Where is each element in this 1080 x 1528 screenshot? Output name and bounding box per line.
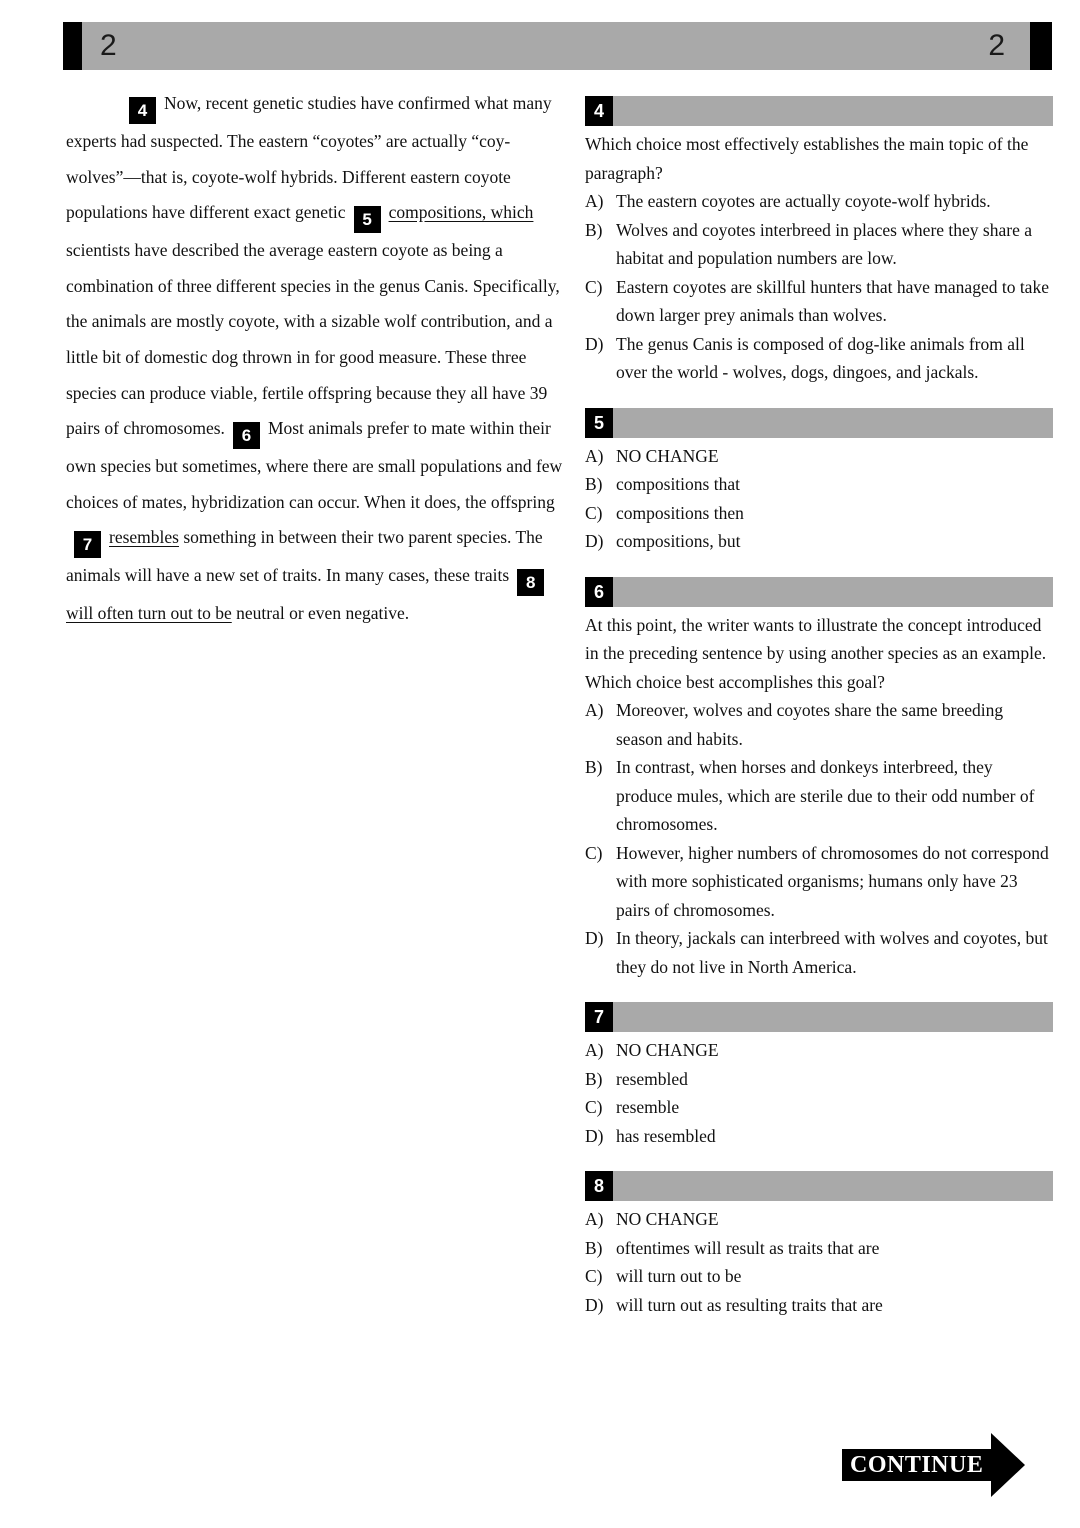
question-4-choice-B[interactable] [585, 216, 1053, 273]
question-7 [585, 1002, 1053, 1150]
question-number-box: 5 [585, 408, 613, 438]
choice-text: The eastern coyotes are actually coyote-wolf hybrids. [616, 191, 991, 211]
question-number-box: 7 [585, 1002, 613, 1032]
question-4-choice-D[interactable] [585, 330, 1053, 387]
choice-letter: D) [585, 531, 604, 551]
choice-text: compositions, but [616, 531, 741, 551]
passage-marker-4: 4 [129, 97, 156, 124]
question-5-choice-C[interactable] [585, 499, 1053, 528]
choice-text: The genus Canis is composed of dog-like animals from all over the world - wolves, dogs, dingoes, and jackals. [616, 333, 1025, 382]
question-8 [585, 1171, 1053, 1319]
answer-choices [585, 696, 1053, 981]
question-6 [585, 577, 1053, 982]
passage-text: Most animals prefer to mate within their own species but sometimes, where there are small populations and few choices of mates, hybridization can occur. When it does, the offspring [66, 418, 563, 512]
question-header-bar [585, 1002, 1053, 1032]
choice-letter: C) [585, 276, 603, 297]
question-header-bar [585, 577, 1053, 607]
choice-text: Moreover, wolves and coyotes share the same breeding season and habits. [616, 700, 1004, 749]
answer-choices [585, 442, 1053, 556]
question-4-choice-A[interactable] [585, 187, 1053, 216]
choice-text: Eastern coyotes are skillful hunters that have managed to take down larger prey animals than wolves. [616, 276, 1049, 325]
question-number-box: 4 [585, 96, 613, 126]
choice-letter: B) [585, 219, 603, 240]
underlined-phrase: will often turn out to be [66, 603, 232, 624]
choice-letter: D) [585, 1125, 604, 1146]
continue-button[interactable] [842, 1433, 1025, 1497]
question-6-choice-D[interactable] [585, 924, 1053, 981]
choice-text: compositions then [616, 502, 744, 523]
question-8-choice-C[interactable] [585, 1262, 1053, 1291]
choice-text: will turn out as resulting traits that are [616, 1294, 883, 1315]
questions-column [585, 96, 1053, 1340]
choice-text: Wolves and coyotes interbreed in places where they share a habitat and population numbers are low. [616, 219, 1032, 268]
question-7-choice-A[interactable] [585, 1036, 1053, 1065]
underlined-phrase: compositions, which [388, 202, 534, 223]
question-7-choice-B[interactable] [585, 1065, 1053, 1094]
question-8-choice-A[interactable] [585, 1205, 1053, 1234]
choice-letter: D) [585, 928, 604, 948]
choice-text: will turn out to be [616, 1266, 742, 1286]
choice-text: oftentimes will result as traits that are [616, 1237, 880, 1258]
passage-marker-7: 7 [74, 531, 101, 558]
passage-marker-6: 6 [233, 422, 260, 449]
continue-arrow-icon [991, 1433, 1025, 1497]
choice-letter: B) [585, 1237, 603, 1258]
question-prompt: At this point, the writer wants to illustrate the concept introduced in the preceding sentence by using another species as an example. Which choice best accomplishes this goal? [585, 614, 1047, 692]
answer-choices [585, 1205, 1053, 1319]
choice-letter: A) [585, 191, 604, 211]
choice-letter: D) [585, 333, 604, 354]
question-7-choice-D[interactable] [585, 1122, 1053, 1151]
choice-text: compositions that [616, 474, 740, 494]
choice-text: NO CHANGE [616, 445, 719, 466]
question-8-choice-D[interactable] [585, 1291, 1053, 1320]
choice-text: resembled [616, 1068, 688, 1089]
question-5-choice-B[interactable] [585, 470, 1053, 499]
answer-choices [585, 187, 1053, 387]
question-4-choice-C[interactable] [585, 273, 1053, 330]
page-number-left: 2 [100, 29, 117, 62]
question-5 [585, 408, 1053, 556]
passage-text: scientists have described the average eastern coyote as being a combination of three different species in the genus Canis. Specifically, the animals are mostly coyote, with a sizable wolf contribution, and a little bit of domestic dog thrown in for good measure. These three species can produce viable, fertile offspring because they all have 39 pairs of chromosomes. [66, 240, 560, 439]
question-6-choice-C[interactable] [585, 839, 1053, 925]
page-number-right: 2 [988, 29, 1005, 62]
header-right-black-block [1030, 22, 1052, 70]
choice-text: However, higher numbers of chromosomes do not correspond with more sophisticated organisms; humans only have 23 pairs of chromosomes. [616, 842, 1049, 920]
question-5-choice-D[interactable] [585, 527, 1053, 556]
passage [66, 86, 564, 632]
choice-letter: A) [585, 445, 604, 466]
choice-letter: A) [585, 1040, 604, 1060]
answer-choices [585, 1036, 1053, 1150]
choice-text: In contrast, when horses and donkeys interbreed, they produce mules, which are sterile due to their odd number of chromosomes. [616, 757, 1035, 834]
question-6-choice-B[interactable] [585, 753, 1053, 839]
choice-text: resemble [616, 1097, 680, 1117]
question-number-box: 6 [585, 577, 613, 607]
header-left-black-block [63, 22, 82, 70]
choice-text: NO CHANGE [616, 1040, 719, 1060]
question-number-box: 8 [585, 1171, 613, 1201]
choice-letter: A) [585, 1209, 604, 1229]
underlined-phrase: resembles [109, 527, 179, 548]
question-header-bar [585, 96, 1053, 126]
passage-text: neutral or even negative. [231, 603, 410, 624]
choice-letter: B) [585, 757, 603, 777]
continue-label: CONTINUE [842, 1449, 991, 1481]
choice-text: has resembled [616, 1125, 716, 1146]
choice-letter: C) [585, 1097, 603, 1117]
question-8-choice-B[interactable] [585, 1234, 1053, 1263]
question-prompt: Which choice most effectively establishes the main topic of the paragraph? [585, 134, 1029, 183]
question-5-choice-A[interactable] [585, 442, 1053, 471]
choice-text: In theory, jackals can interbreed with wolves and coyotes, but they do not live in North America. [616, 928, 1048, 977]
question-header-bar [585, 1171, 1053, 1201]
choice-letter: B) [585, 474, 603, 494]
choice-letter: D) [585, 1294, 604, 1315]
choice-letter: C) [585, 502, 603, 523]
passage-marker-5: 5 [354, 206, 381, 233]
page-header-bar [63, 22, 1052, 70]
question-4 [585, 96, 1053, 387]
choice-letter: B) [585, 1068, 603, 1089]
choice-letter: A) [585, 700, 604, 720]
question-header-bar [585, 408, 1053, 438]
passage-marker-8: 8 [517, 569, 544, 596]
passage-text: something in between their two parent species. The animals will have a new set of traits. In many cases, these traits [66, 527, 543, 586]
passage-text: Now, recent genetic studies have confirmed what many experts had suspected. The eastern “coyotes” are actually “coy-wolves”—that is, coyote-wolf hybrids. Different eastern coyote populations have different exact genetic [66, 93, 552, 223]
choice-letter: C) [585, 1266, 603, 1286]
choice-letter: C) [585, 842, 603, 863]
question-7-choice-C[interactable] [585, 1093, 1053, 1122]
question-6-choice-A[interactable] [585, 696, 1053, 753]
choice-text: NO CHANGE [616, 1209, 719, 1229]
